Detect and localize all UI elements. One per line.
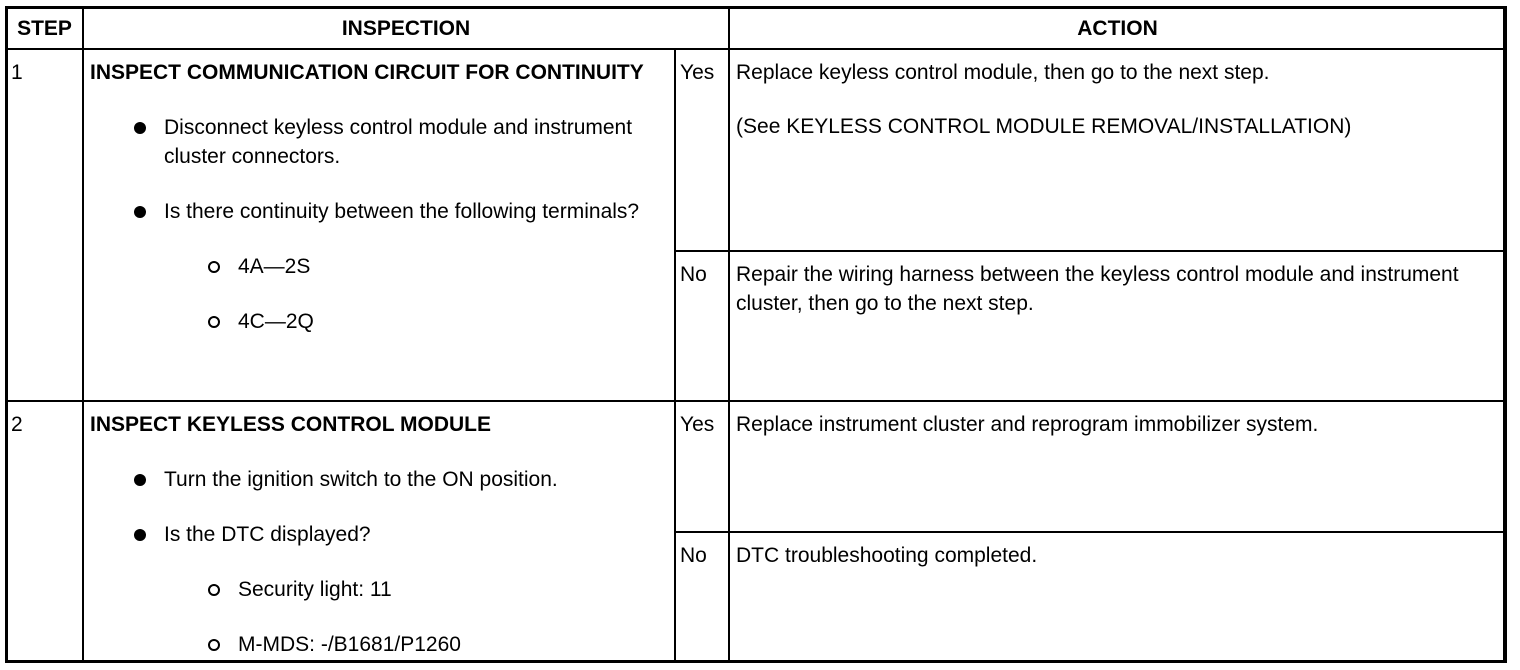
no-action: Repair the wiring harness between the keyless control module and instrument cluster, then go to the next step.	[729, 251, 1506, 401]
header-step: STEP	[6, 7, 83, 49]
bullet-list	[90, 113, 668, 226]
step-number: 2	[6, 401, 83, 662]
yes-label: Yes	[675, 49, 729, 251]
bullet-item: Is the DTC displayed?	[90, 520, 668, 549]
no-label: No	[675, 251, 729, 401]
yes-label: Yes	[675, 401, 729, 532]
header-inspection: INSPECTION	[83, 7, 729, 49]
yes-action: Replace instrument cluster and reprogram immobilizer system.	[729, 401, 1506, 532]
inspection-table	[5, 6, 1507, 663]
step-title: INSPECT KEYLESS CONTROL MODULE	[90, 413, 491, 436]
step-number: 1	[6, 49, 83, 401]
header-row	[6, 7, 1506, 49]
bullet-text: Is there continuity between the following terminals?	[164, 200, 640, 223]
sub-bullet-item: 4C—2Q	[164, 307, 668, 336]
step-2-yes-row	[6, 401, 1506, 532]
bullet-item: Turn the ignition switch to the ON position.	[90, 465, 668, 494]
no-label: No	[675, 532, 729, 662]
step-inspection	[83, 49, 675, 401]
no-action: DTC troubleshooting completed.	[729, 532, 1506, 662]
sub-bullet-item: M-MDS: -/B1681/P1260	[164, 630, 668, 659]
bullet-item: Disconnect keyless control module and instrument cluster connectors.	[90, 113, 668, 171]
yes-action	[729, 49, 1506, 251]
bullet-item	[90, 197, 668, 226]
action-reference: (See KEYLESS CONTROL MODULE REMOVAL/INSTALLATION)	[736, 115, 1352, 138]
step-title: INSPECT COMMUNICATION CIRCUIT FOR CONTINUITY	[90, 61, 644, 84]
step-inspection	[83, 401, 675, 662]
sub-bullet-item: 4A—2S	[164, 252, 668, 281]
header-action: ACTION	[729, 7, 1506, 49]
step-1-yes-row	[6, 49, 1506, 251]
sub-bullet-list	[164, 575, 668, 659]
sub-bullet-item: Security light: 11	[164, 575, 668, 604]
action-text: Replace keyless control module, then go to the next step.	[736, 61, 1270, 84]
bullet-list	[90, 465, 668, 549]
sub-bullet-list	[164, 252, 668, 336]
